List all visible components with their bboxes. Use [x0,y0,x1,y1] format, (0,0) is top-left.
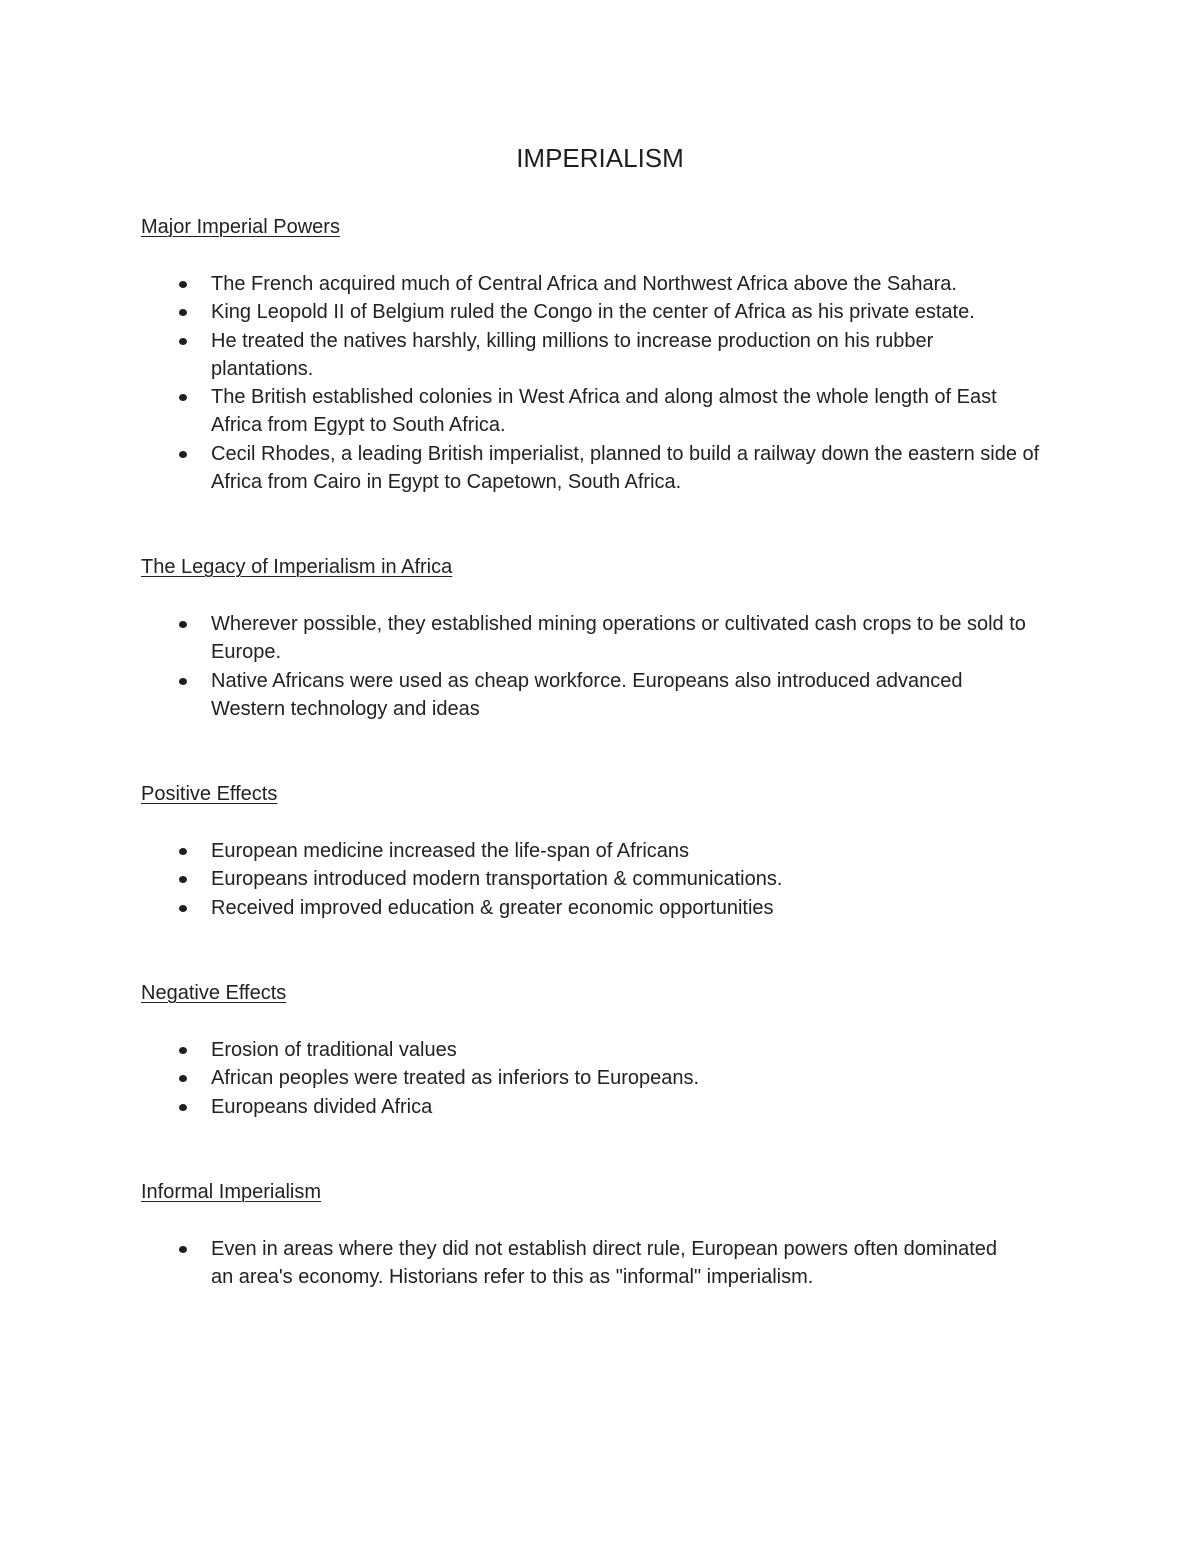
bullet-list [141,270,1061,496]
bullet-icon [179,394,187,401]
section-negative-effects [141,979,1061,1121]
section-heading: Negative Effects [141,982,287,1004]
list-item: King Leopold II of Belgium ruled the Congo in the center of Africa as his private estate. [141,298,1061,326]
list-item: Europeans introduced modern transportation & communications. [141,865,1061,893]
bullet-icon [179,1104,187,1111]
section-heading: Major Imperial Powers [141,216,340,238]
bullet-icon [179,1075,187,1082]
bullet-icon [179,451,187,458]
bullet-icon [179,309,187,316]
list-item: Cecil Rhodes, a leading British imperialist, planned to build a railway down the eastern side of Africa from Cairo in Egypt to Capetown, South Africa. [141,440,1061,497]
bullet-list [141,1235,1061,1292]
section-heading: Positive Effects [141,783,278,805]
bullet-list [141,610,1061,723]
list-item: The British established colonies in West Africa and along almost the whole length of East Africa from Egypt to South Africa. [141,383,1061,440]
list-item: European medicine increased the life-span of Africans [141,837,1061,865]
section-major-imperial-powers [141,213,1061,496]
list-item: African peoples were treated as inferiors to Europeans. [141,1064,1061,1092]
list-item: Wherever possible, they established mining operations or cultivated cash crops to be sold to Europe. [141,610,1061,667]
bullet-list [141,837,1061,922]
bullet-icon [179,848,187,855]
list-item: Europeans divided Africa [141,1093,1061,1121]
list-item: He treated the natives harshly, killing millions to increase production on his rubber plantations. [141,327,1061,384]
section-informal-imperialism [141,1178,1061,1292]
list-item: Even in areas where they did not establish direct rule, European powers often dominated an area's economy. Historians refer to this as "informal" imperialism. [141,1235,1061,1292]
list-item: Received improved education & greater economic opportunities [141,894,1061,922]
section-heading: The Legacy of Imperialism in Africa [141,556,453,578]
list-item: Erosion of traditional values [141,1036,1061,1064]
bullet-list [141,1036,1061,1121]
section-positive-effects [141,780,1061,922]
bullet-icon [179,905,187,912]
bullet-icon [179,678,187,685]
section-heading: Informal Imperialism [141,1181,322,1203]
bullet-icon [179,281,187,288]
bullet-icon [179,1246,187,1253]
list-item: The French acquired much of Central Africa and Northwest Africa above the Sahara. [141,270,1061,298]
list-item: Native Africans were used as cheap workforce. Europeans also introduced advanced Western technology and ideas [141,667,1061,724]
section-legacy-of-imperialism [141,553,1061,723]
bullet-icon [179,338,187,345]
bullet-icon [179,1047,187,1054]
bullet-icon [179,876,187,883]
bullet-icon [179,621,187,628]
document-title: IMPERIALISM [516,143,684,173]
